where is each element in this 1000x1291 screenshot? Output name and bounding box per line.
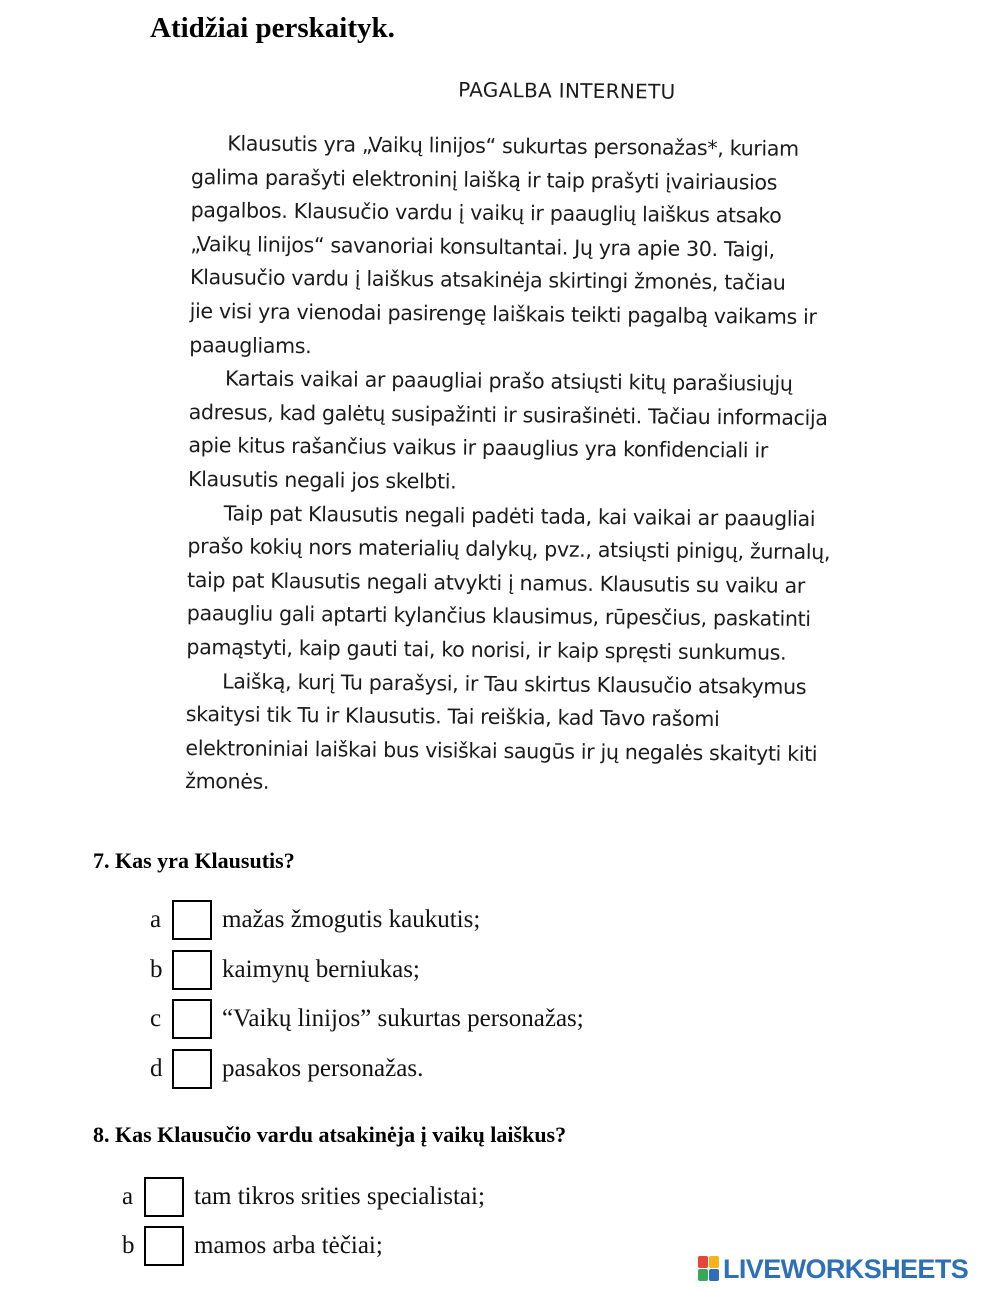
- text-line: jie visi yra vienodai pasirengę laiškais teikti pagalbą vaikams ir: [189, 298, 817, 329]
- question-text: Kas Klausučio vardu atsakinėja į vaikų laiškus?: [115, 1122, 567, 1147]
- q8-option-a: [122, 1175, 485, 1219]
- text-line: prašo kokių nors materialių dalykų, pvz., atsiųsti pinigų, žurnalų,: [187, 534, 831, 565]
- text-line: elektroniniai laiškai bus visiškai saugūs ir jų negalės skaityti kiti: [185, 735, 818, 766]
- text-line: „Vaikų linijos“ savanoriai konsultantai. Jų yra apie 30. Taigi,: [190, 231, 775, 262]
- passage-title: PAGALBA INTERNETU: [458, 77, 676, 104]
- text-line: galima parašyti elektroninį laišką ir taip prašyti įvairiausios: [190, 164, 778, 195]
- question-text: Kas yra Klausutis?: [115, 848, 295, 873]
- option-letter: d: [150, 1055, 163, 1082]
- q8-option-b: [122, 1224, 383, 1268]
- text-line: pamąstyti, kaip gauti tai, ko norisi, ir kaip spręsti sunkumus.: [186, 634, 787, 665]
- text-line: žmonės.: [185, 769, 270, 795]
- text-line: paaugliu gali aptarti kylančius klausimus, rūpesčius, paskatinti: [186, 601, 811, 632]
- option-text: mamos arba tėčiai;: [194, 1232, 383, 1259]
- answer-checkbox[interactable]: [172, 1049, 212, 1089]
- question-7: [93, 848, 295, 874]
- option-letter: b: [150, 956, 163, 983]
- text-line: Klausutis yra „Vaikų linijos“ sukurtas personažas*, kuriam: [227, 131, 799, 161]
- option-letter: a: [122, 1183, 134, 1210]
- text-line: Kartais vaikai ar paaugliai prašo atsiųsti kitų parašiusiųjų: [224, 366, 793, 396]
- text-line: paaugliams.: [189, 332, 312, 358]
- answer-checkbox[interactable]: [144, 1177, 184, 1217]
- question-number: 8.: [93, 1122, 110, 1147]
- question-number: 7.: [93, 848, 110, 873]
- question-8: [93, 1122, 566, 1148]
- option-text: kaimynų berniukas;: [222, 956, 420, 983]
- option-letter: b: [122, 1232, 135, 1259]
- option-text: mažas žmogutis kaukutis;: [222, 906, 481, 933]
- text-line: Klausutis negali jos skelbti.: [187, 466, 457, 494]
- text-line: pagalbos. Klausučio vardu į vaikų ir paauglių laiškus atsako: [190, 198, 782, 228]
- text-line: skaitysi tik Tu ir Klausutis. Tai reiškia, kad Tavo rašomi: [185, 702, 720, 732]
- liveworksheets-logo: [698, 1254, 968, 1284]
- logo-text: LIVEWORKSHEETS: [723, 1253, 969, 1284]
- answer-checkbox[interactable]: [172, 999, 212, 1039]
- answer-checkbox[interactable]: [144, 1226, 184, 1266]
- logo-mark-icon: [698, 1256, 720, 1282]
- text-line: taip pat Klausutis negali atvykti į namus. Klausutis su vaiku ar: [186, 567, 806, 598]
- text-line: apie kitus rašančius vaikus ir paauglius yra konfidenciali ir: [188, 433, 769, 463]
- answer-checkbox[interactable]: [172, 950, 212, 990]
- q7-option-b: [150, 948, 420, 992]
- q7-option-a: [150, 898, 480, 942]
- answer-checkbox[interactable]: [172, 900, 212, 940]
- paragraph-4: [185, 664, 916, 805]
- option-letter: c: [150, 1005, 162, 1032]
- text-line: Taip pat Klausutis negali padėti tada, kai vaikai ar paaugliai: [223, 500, 816, 531]
- text-line: Klausučio vardu į laiškus atsakinėja skirtingi žmonės, tačiau: [189, 265, 786, 296]
- scanned-passage: [185, 70, 922, 806]
- option-text: tam tikros srities specialistai;: [194, 1183, 485, 1210]
- paragraph-3: [186, 497, 918, 672]
- paragraph-1: [189, 127, 921, 369]
- option-text: pasakos personažas.: [222, 1055, 424, 1082]
- option-text: “Vaikų linijos” sukurtas personažas;: [222, 1005, 584, 1032]
- option-letter: a: [150, 906, 162, 933]
- text-line: adresus, kad galėtų susipažinti ir susirašinėti. Tačiau informacija: [188, 399, 828, 430]
- text-line: Laišką, kurį Tu parašysi, ir Tau skirtus Klausučio atsakymus: [222, 668, 807, 699]
- paragraph-2: [188, 362, 919, 503]
- q7-option-d: [150, 1047, 423, 1091]
- instruction-title: Atidžiai perskaityk.: [150, 12, 395, 44]
- q7-option-c: [150, 997, 584, 1041]
